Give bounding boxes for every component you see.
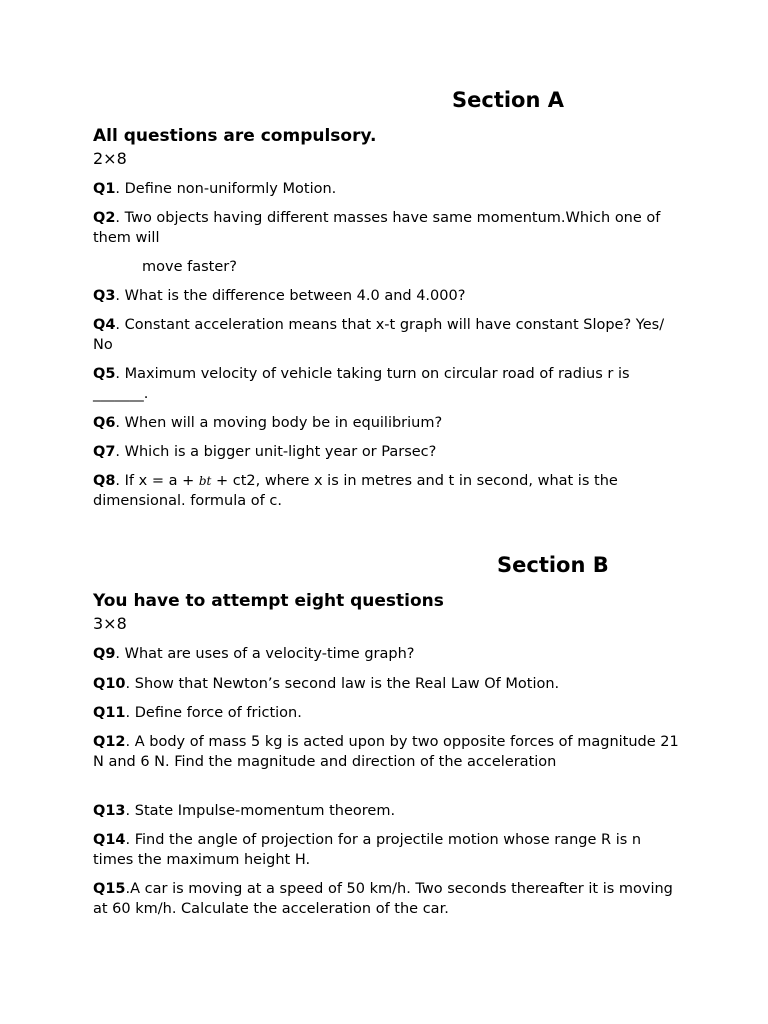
question-text: . What are uses of a velocity-time graph? (115, 646, 415, 662)
question-text: . Constant acceleration means that x-t graph will have constant Slope? Yes/ No (93, 317, 665, 353)
section-b-marks: 3×8 (93, 614, 127, 633)
question-text: . If x = a + (115, 473, 199, 489)
question-number: Q9 (93, 646, 116, 662)
question-text: . A body of mass 5 kg is acted upon by two opposite forces of magnitude 21 N and 6 N. Find the magnitude and direction of the acceleration (93, 734, 679, 770)
question-text: . Maximum velocity of vehicle taking turn on circular road of radius r is _______. (93, 366, 630, 402)
question-text: . Show that Newton’s second law is the Real Law Of Motion. (125, 676, 560, 692)
question-text: . Which is a bigger unit-light year or Parsec? (115, 444, 437, 460)
question-text: . When will a moving body be in equilibrium? (115, 415, 443, 431)
question-q3 (93, 287, 683, 307)
question-number: Q5 (93, 366, 116, 382)
question-text: . Define non-uniformly Motion. (115, 181, 337, 197)
question-number: Q10 (93, 676, 126, 692)
question-q14 (93, 831, 683, 870)
question-number: Q1 (93, 181, 116, 197)
question-text: . Define force of friction. (125, 705, 302, 721)
question-number: Q2 (93, 210, 116, 226)
section-a-marks: 2×8 (93, 149, 127, 168)
question-q11 (93, 704, 683, 724)
question-text: + ct2, where x is in metres and t in second, what is the dimensional. formula of c. (93, 473, 618, 509)
question-q12 (93, 733, 683, 772)
question-q7 (93, 443, 683, 463)
question-q13 (93, 802, 683, 822)
question-q4 (93, 316, 683, 355)
question-number: Q8 (93, 473, 116, 489)
question-q6 (93, 414, 683, 434)
question-q15 (93, 880, 683, 919)
question-q10 (93, 675, 683, 695)
question-number: Q15 (93, 881, 126, 897)
question-number: Q4 (93, 317, 116, 333)
question-number: Q11 (93, 705, 126, 721)
question-text: . Find the angle of projection for a projectile motion whose range R is n times the maximum height H. (93, 832, 642, 868)
question-text: . Two objects having different masses have same momentum.Which one of them will (93, 210, 661, 246)
question-q5 (93, 365, 683, 404)
question-q2 (93, 209, 683, 248)
section-b-instruction: You have to attempt eight questions (93, 591, 444, 611)
question-q8 (93, 472, 683, 511)
question-text: . What is the difference between 4.0 and 4.000? (115, 288, 466, 304)
question-number: Q3 (93, 288, 116, 304)
question-text: .A car is moving at a speed of 50 km/h. Two seconds thereafter it is moving at 60 km/h. Calculate the acceleration of the car. (93, 881, 673, 917)
question-number: Q13 (93, 803, 126, 819)
section-a-title: Section A (452, 88, 564, 112)
question-number: Q6 (93, 415, 116, 431)
question-number: Q12 (93, 734, 126, 750)
question-q1 (93, 180, 683, 200)
question-q9 (93, 645, 683, 665)
section-b-title: Section B (497, 553, 609, 577)
section-a-instruction: All questions are compulsory. (93, 126, 377, 146)
question-q2-continuation: move faster? (142, 259, 237, 275)
question-number: Q7 (93, 444, 116, 460)
question-number: Q14 (93, 832, 126, 848)
formula-term: bt (198, 474, 212, 488)
question-text: . State Impulse-momentum theorem. (125, 803, 396, 819)
